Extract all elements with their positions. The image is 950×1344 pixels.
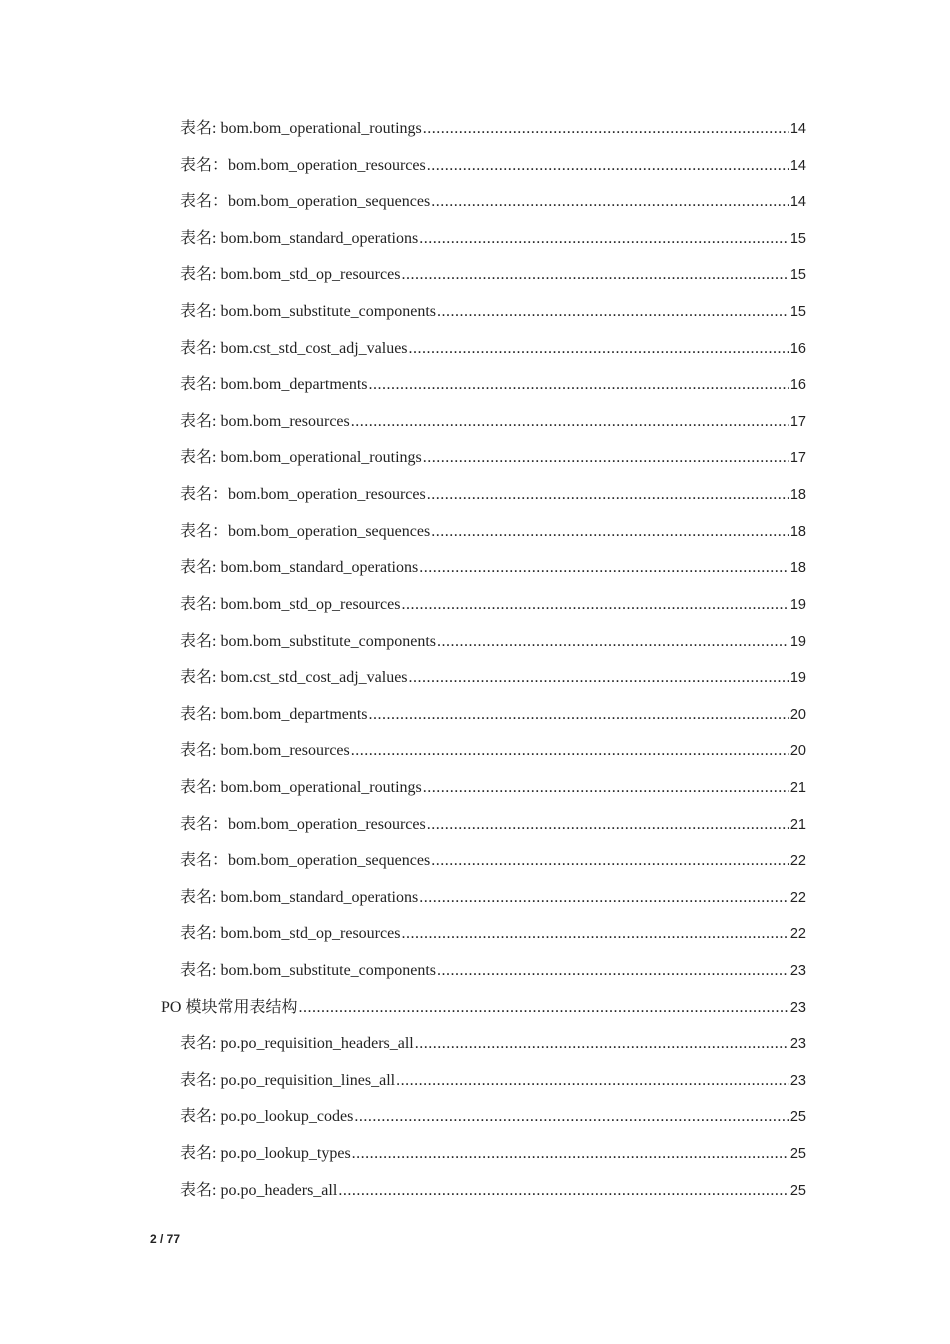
toc-entry-label: 表名：bom.bom_operation_resources	[180, 486, 426, 504]
dot-leader	[354, 1099, 789, 1136]
toc-entry-page: 21	[789, 779, 806, 796]
toc-entry[interactable]	[0, 184, 806, 221]
dot-leader	[431, 514, 789, 551]
toc-entry-page: 23	[789, 963, 806, 980]
toc-entry[interactable]	[0, 770, 806, 807]
toc-entry[interactable]	[0, 148, 806, 185]
toc-entry[interactable]	[0, 1099, 806, 1136]
dot-leader	[437, 624, 789, 661]
toc-entry-label: 表名: po.po_lookup_codes	[180, 1108, 354, 1126]
toc-entry-label: 表名: bom.bom_substitute_components	[180, 962, 436, 980]
toc-entry-page: 22	[789, 889, 806, 906]
dot-leader	[401, 257, 788, 294]
toc-entry[interactable]	[0, 550, 806, 587]
toc-entry[interactable]	[0, 477, 806, 514]
toc-entry-page: 19	[789, 633, 806, 650]
toc-entry[interactable]	[0, 514, 806, 551]
dot-leader	[419, 550, 789, 587]
toc-entry-page: 16	[789, 377, 806, 394]
toc-entry[interactable]	[0, 624, 806, 661]
toc-entry[interactable]	[0, 221, 806, 258]
dot-leader	[369, 697, 789, 734]
toc-entry-page: 20	[789, 743, 806, 760]
toc-entry-page: 14	[789, 157, 806, 174]
toc-entry-label: 表名：bom.bom_operation_resources	[180, 156, 426, 174]
toc-entry-label: 表名: po.po_lookup_types	[180, 1145, 351, 1163]
dot-leader	[419, 221, 789, 258]
toc-entry-page: 21	[789, 816, 806, 833]
toc-entry[interactable]	[0, 257, 806, 294]
toc-entry[interactable]	[0, 367, 806, 404]
toc-entry[interactable]	[0, 807, 806, 844]
toc-entry[interactable]	[0, 1173, 806, 1210]
toc-entry-page: 19	[789, 596, 806, 613]
toc-entry-page: 22	[789, 853, 806, 870]
toc-entry-label: 表名: bom.bom_resources	[180, 412, 350, 430]
toc-entry-label: 表名: bom.bom_std_op_resources	[180, 595, 401, 613]
toc-entry-label: 表名: bom.bom_operational_routings	[180, 778, 422, 796]
toc-entry-page: 25	[789, 1109, 806, 1126]
dot-leader	[298, 990, 788, 1027]
toc-entry-label: 表名: po.po_requisition_headers_all	[180, 1035, 414, 1053]
toc-entry-page: 23	[789, 1072, 806, 1089]
toc-entry-page: 23	[789, 999, 806, 1016]
toc-entry[interactable]	[0, 697, 806, 734]
toc-entry-label: 表名: bom.bom_substitute_components	[180, 303, 436, 321]
toc-entry[interactable]	[0, 1063, 806, 1100]
toc-entry-page: 25	[789, 1182, 806, 1199]
dot-leader	[423, 770, 789, 807]
toc-entry-label: 表名：bom.bom_operation_resources	[180, 815, 426, 833]
toc-entry[interactable]	[0, 733, 806, 770]
toc-entry-label: 表名: bom.bom_departments	[180, 705, 368, 723]
page-number-footer: 2 / 77	[150, 1232, 181, 1246]
toc-entry-page: 23	[789, 1036, 806, 1053]
toc-entry[interactable]	[0, 916, 806, 953]
toc-entry[interactable]	[0, 294, 806, 331]
toc-entry-page: 14	[789, 121, 806, 137]
dot-leader	[338, 1173, 789, 1210]
toc-entry-label: PO 模块常用表结构	[161, 998, 298, 1016]
toc-entry-label: 表名: po.po_requisition_lines_all	[180, 1071, 396, 1089]
dot-leader	[351, 733, 789, 770]
table-of-contents	[0, 111, 950, 1209]
toc-entry[interactable]	[0, 953, 806, 990]
toc-entry-label: 表名：bom.bom_operation_sequences	[180, 522, 431, 540]
toc-entry[interactable]	[0, 880, 806, 917]
dot-leader	[427, 148, 789, 185]
toc-entry-label: 表名: bom.bom_departments	[180, 376, 368, 394]
toc-entry-label: 表名: bom.bom_standard_operations	[180, 559, 419, 577]
dot-leader	[427, 807, 789, 844]
dot-leader	[437, 294, 789, 331]
toc-entry[interactable]	[0, 1136, 806, 1173]
dot-leader	[396, 1063, 789, 1100]
dot-leader	[409, 660, 789, 697]
toc-entry-label: 表名：bom.bom_operation_sequences	[180, 852, 431, 870]
toc-entry-page: 15	[789, 267, 806, 284]
toc-entry-label: 表名: bom.bom_std_op_resources	[180, 925, 401, 943]
toc-entry-label: 表名: bom.bom_substitute_components	[180, 632, 436, 650]
toc-entry-page: 16	[789, 340, 806, 357]
dot-leader	[437, 953, 789, 990]
dot-leader	[415, 1026, 789, 1063]
dot-leader	[423, 440, 789, 477]
toc-entry-page: 15	[789, 230, 806, 247]
toc-entry[interactable]	[0, 111, 806, 148]
toc-entry[interactable]	[0, 440, 806, 477]
toc-entry[interactable]	[0, 660, 806, 697]
dot-leader	[431, 843, 789, 880]
toc-entry-page: 14	[789, 194, 806, 211]
dot-leader	[351, 404, 789, 441]
toc-entry[interactable]	[0, 404, 806, 441]
toc-entry-label: 表名: bom.bom_standard_operations	[180, 229, 419, 247]
toc-entry-page: 17	[789, 413, 806, 430]
dot-leader	[352, 1136, 789, 1173]
toc-entry-label: 表名: bom.bom_standard_operations	[180, 888, 419, 906]
toc-entry-page: 18	[789, 560, 806, 577]
dot-leader	[401, 916, 788, 953]
toc-entry-page: 25	[789, 1146, 806, 1163]
toc-entry-label: 表名: bom.bom_operational_routings	[180, 449, 422, 467]
toc-entry[interactable]	[0, 843, 806, 880]
dot-leader	[401, 587, 788, 624]
toc-entry-label: 表名: bom.cst_std_cost_adj_values	[180, 339, 408, 357]
dot-leader	[409, 331, 789, 368]
dot-leader	[427, 477, 789, 514]
toc-entry-page: 15	[789, 304, 806, 321]
toc-entry[interactable]	[0, 587, 806, 624]
dot-leader	[419, 880, 789, 917]
toc-entry-page: 20	[789, 706, 806, 723]
toc-entry-page: 18	[789, 523, 806, 540]
toc-entry-label: 表名: bom.bom_operational_routings	[180, 120, 422, 137]
toc-section-entry[interactable]	[0, 990, 806, 1027]
dot-leader	[369, 367, 789, 404]
dot-leader	[423, 111, 789, 148]
dot-leader	[431, 184, 789, 221]
toc-entry-page: 19	[789, 670, 806, 687]
toc-entry-page: 17	[789, 450, 806, 467]
toc-entry-label: 表名: bom.cst_std_cost_adj_values	[180, 669, 408, 687]
toc-entry-label: 表名: bom.bom_std_op_resources	[180, 266, 401, 284]
toc-entry-label: 表名: bom.bom_resources	[180, 742, 350, 760]
toc-entry[interactable]	[0, 331, 806, 368]
toc-entry-label: 表名：bom.bom_operation_sequences	[180, 193, 431, 211]
toc-entry-page: 18	[789, 487, 806, 504]
toc-entry-page: 22	[789, 926, 806, 943]
toc-entry[interactable]	[0, 1026, 806, 1063]
toc-entry-label: 表名: po.po_headers_all	[180, 1181, 338, 1199]
